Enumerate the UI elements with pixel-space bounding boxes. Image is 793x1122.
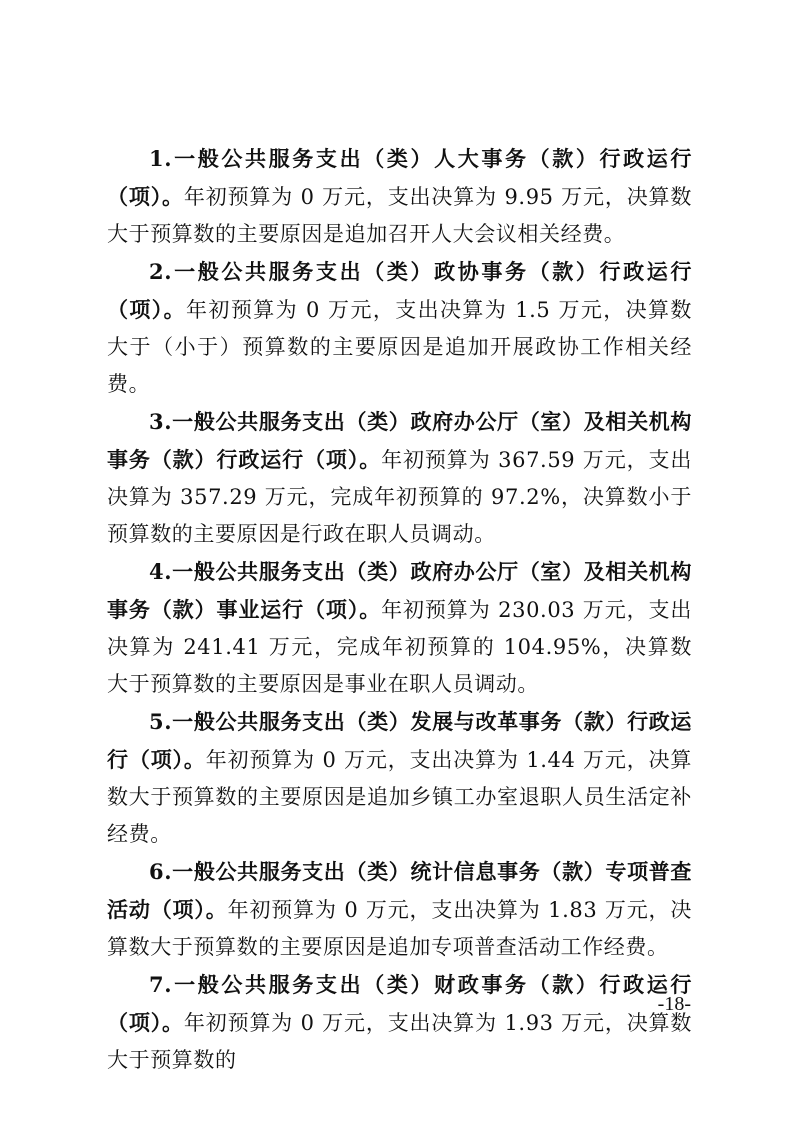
paragraph-text: 年初预算为 0 万元，支出决算为 1.5 万元，决算数大于（小于）预算数的主要原因是追加开展政协工作相关经费。 [107, 298, 692, 396]
paragraph-heading: 6.一般公共服务支出（类）统计信息事务（款）专项普查活动（项）。 [107, 859, 692, 922]
paragraph-heading: 1.一般公共服务支出（类）人大事务（款）行政运行（项）。 [107, 146, 692, 209]
paragraph-heading: 4.一般公共服务支出（类）政府办公厅（室）及相关机构事务（款）事业运行（项）。 [107, 559, 692, 622]
paragraph-5 [107, 703, 692, 853]
paragraph-2 [107, 253, 692, 403]
paragraph-heading: 2.一般公共服务支出（类）政协事务（款）行政运行（项）。 [107, 259, 692, 322]
page-number: -18- [657, 993, 691, 1015]
paragraph-3 [107, 403, 692, 553]
paragraph-7 [107, 966, 692, 1079]
paragraph-text: 年初预算为 367.59 万元，支出决算为 357.29 万元，完成年初预算的 97.2%，决算数小于预算数的主要原因是行政在职人员调动。 [107, 448, 692, 546]
paragraph-heading: 3.一般公共服务支出（类）政府办公厅（室）及相关机构事务（款）行政运行（项）。 [107, 409, 692, 472]
paragraph-4 [107, 553, 692, 703]
paragraph-heading: 5.一般公共服务支出（类）发展与改革事务（款）行政运行（项）。 [107, 709, 692, 772]
paragraph-6 [107, 853, 692, 966]
paragraph-text: 年初预算为 0 万元，支出决算为 1.93 万元，决算数大于预算数的 [107, 1011, 692, 1072]
paragraph-text: 年初预算为 230.03 万元，支出决算为 241.41 万元，完成年初预算的 104.95%，决算数大于预算数的主要原因是事业在职人员调动。 [107, 598, 692, 696]
paragraph-text: 年初预算为 0 万元，支出决算为 9.95 万元，决算数大于预算数的主要原因是追加召开人大会议相关经费。 [107, 185, 692, 246]
paragraph-text: 年初预算为 0 万元，支出决算为 1.44 万元，决算数大于预算数的主要原因是追加乡镇工办室退职人员生活定补经费。 [107, 748, 692, 846]
paragraph-heading: 7.一般公共服务支出（类）财政事务（款）行政运行（项）。 [107, 972, 692, 1035]
paragraph-text: 年初预算为 0 万元，支出决算为 1.83 万元，决算数大于预算数的主要原因是追加专项普查活动工作经费。 [107, 898, 692, 959]
paragraph-1 [107, 140, 692, 253]
document-body [107, 140, 692, 1079]
